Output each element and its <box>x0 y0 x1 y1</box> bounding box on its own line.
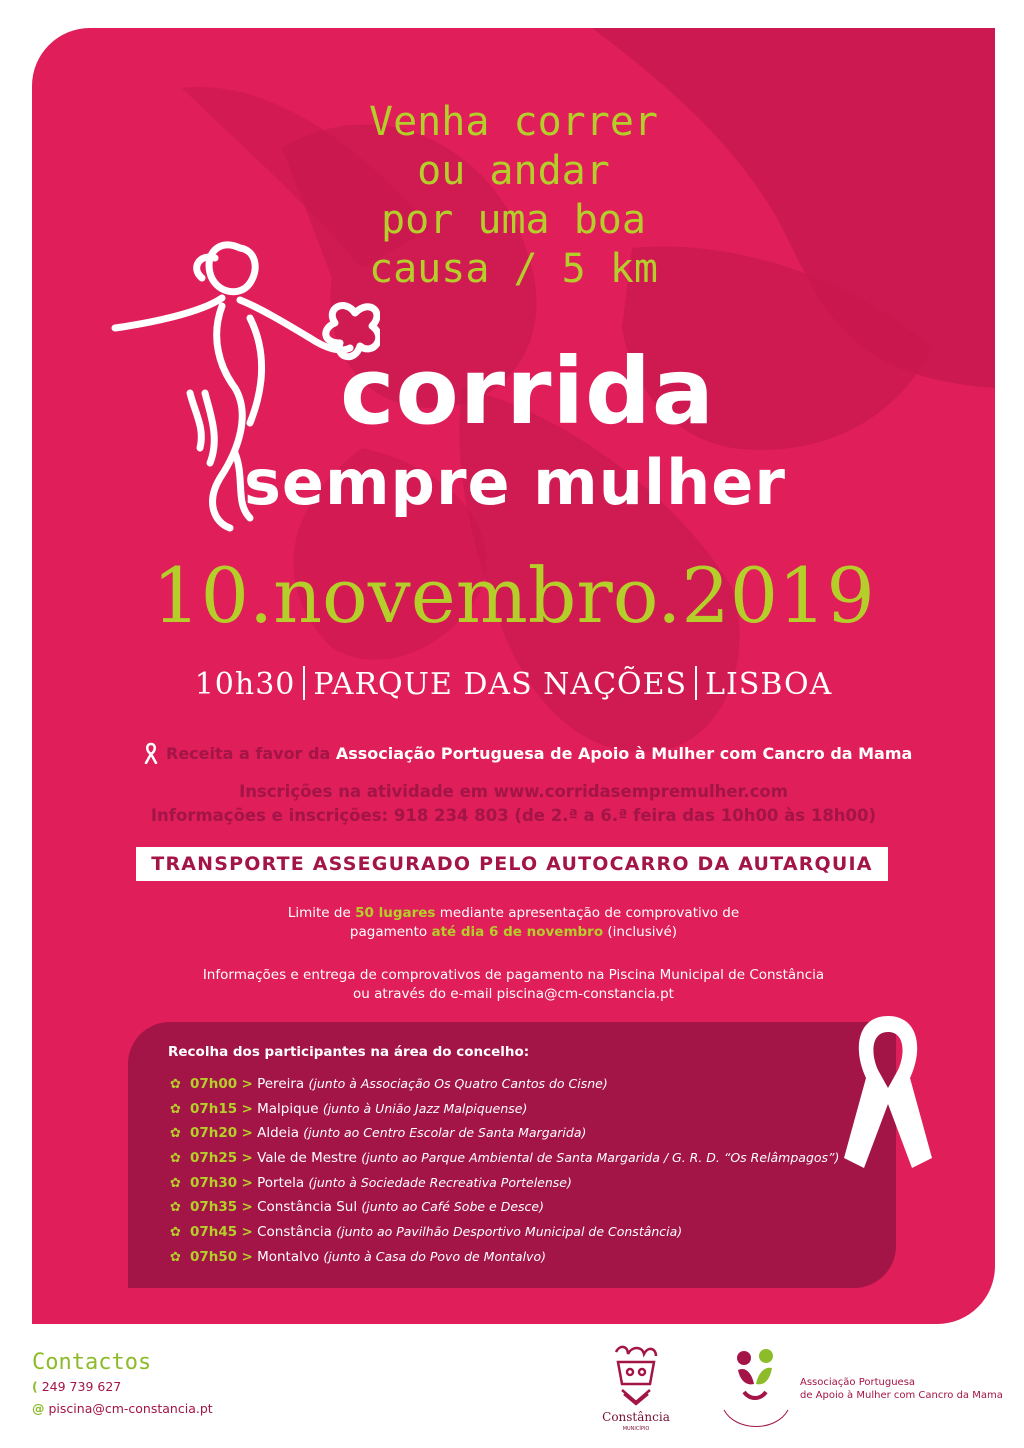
pickup-time: 07h45 <box>190 1224 238 1241</box>
pickup-stop-row <box>170 1245 839 1270</box>
pickup-note: (junto ao Centro Escolar de Santa Margarida) <box>303 1125 587 1141</box>
pickup-stop-row <box>170 1097 839 1122</box>
apam-line: de Apoio à Mulher com Cancro da Mama <box>800 1390 1003 1401</box>
registration-website: Inscrições na atividade em www.corridasempremulher.com <box>239 782 788 801</box>
pickup-time: 07h25 <box>190 1150 238 1167</box>
registration-info <box>32 780 995 828</box>
flower-bullet-icon: ✿ <box>170 1151 181 1167</box>
pickup-stops-list <box>170 1072 839 1270</box>
pickup-note: (junto à União Jazz Malpiquense) <box>322 1100 528 1116</box>
event-city: LISBOA <box>705 667 833 702</box>
pickup-stop-row <box>170 1146 839 1171</box>
pickup-place: Montalvo <box>257 1248 320 1265</box>
arrow-icon: > <box>241 1125 253 1142</box>
flower-bullet-icon: ✿ <box>170 1175 181 1191</box>
limit-text: (inclusivé) <box>607 924 678 940</box>
event-time: 10h30 <box>194 667 296 702</box>
payment-info-line: Informações e entrega de comprovativos de pagamento na Piscina Municipal de Constância <box>202 967 825 983</box>
receita-line <box>144 742 912 764</box>
arrow-icon: > <box>241 1224 253 1241</box>
phone-number: 249 739 627 <box>41 1379 122 1394</box>
pickup-place: Aldeia <box>257 1125 299 1142</box>
deadline-highlight: até dia 6 de novembro <box>431 924 604 940</box>
pickup-place: Malpique <box>257 1100 319 1117</box>
pickup-time: 07h30 <box>190 1174 238 1191</box>
registration-phone: Informações e inscrições: 918 234 803 (de 2.ª a 6.ª feira das 10h00 às 18h00) <box>150 806 877 825</box>
pickup-time: 07h00 <box>190 1076 238 1092</box>
event-time-location <box>32 666 995 700</box>
arrow-icon: > <box>241 1174 253 1191</box>
limit-info <box>32 904 995 942</box>
pickup-place: Portela <box>257 1174 305 1191</box>
arrow-icon: > <box>241 1100 253 1117</box>
event-title-line2: sempre mulher <box>244 446 786 519</box>
contacts-block <box>32 1350 213 1420</box>
event-date: 10.novembro.2019 <box>152 551 875 640</box>
arrow-icon: > <box>241 1199 253 1216</box>
pickup-time: 07h35 <box>190 1199 238 1216</box>
pickup-note: (junto à Sociedade Recreativa Portelense) <box>308 1174 572 1190</box>
arrow-icon: > <box>241 1248 253 1265</box>
tagline-line: causa / 5 km <box>369 246 658 292</box>
pickup-place: Vale de Mestre <box>257 1150 357 1167</box>
event-title-line1: corrida <box>340 338 715 445</box>
apam-logo <box>716 1340 796 1440</box>
flower-bullet-icon: ✿ <box>170 1249 181 1265</box>
pickup-heading: Recolha dos participantes na área do concelho: <box>168 1044 530 1060</box>
apam-line: Associação Portuguesa <box>800 1377 916 1388</box>
pickup-place: Constância <box>257 1224 332 1241</box>
pickup-note: (junto ao Pavilhão Desportivo Municipal de Constância) <box>336 1224 683 1240</box>
pickup-stop-row <box>170 1220 839 1245</box>
pickup-time: 07h20 <box>190 1125 238 1142</box>
pickup-stop-row <box>170 1121 839 1146</box>
tagline-line: por uma boa <box>381 197 646 243</box>
pickup-stop-row <box>170 1072 839 1097</box>
pickup-time: 07h15 <box>190 1100 238 1117</box>
poster <box>32 28 995 1324</box>
pickup-panel <box>128 1022 896 1288</box>
pickup-stop-row <box>170 1195 839 1220</box>
pickup-note: (junto ao Café Sobe e Desce) <box>361 1199 544 1215</box>
contacts-heading: Contactos <box>32 1350 152 1375</box>
phone-icon: ( <box>32 1379 38 1394</box>
email-icon: @ <box>32 1401 45 1416</box>
constancia-logo <box>598 1340 674 1436</box>
flower-bullet-icon: ✿ <box>170 1126 181 1142</box>
arrow-icon: > <box>241 1150 253 1167</box>
limit-text: pagamento <box>349 924 428 940</box>
apam-text <box>800 1376 1003 1402</box>
flower-bullet-icon: ✿ <box>170 1200 181 1216</box>
flower-bullet-icon: ✿ <box>170 1225 181 1241</box>
apam-emblem-icon <box>716 1340 796 1440</box>
divider <box>303 666 305 700</box>
email-address: piscina@cm-constancia.pt <box>48 1401 213 1416</box>
tagline-line: Venha correr <box>369 99 658 145</box>
arrow-icon: > <box>241 1076 253 1092</box>
awareness-ribbon-icon <box>838 1008 938 1188</box>
contact-phone[interactable] <box>32 1376 213 1398</box>
flower-bullet-icon: ✿ <box>170 1077 181 1092</box>
limit-text: Limite de <box>287 905 351 921</box>
pickup-stop-row <box>170 1171 839 1196</box>
pickup-note: (junto à Associação Os Quatro Cantos do Cisne) <box>308 1076 608 1091</box>
constancia-name: Constância <box>602 1410 670 1424</box>
tagline-line: ou andar <box>417 148 610 194</box>
flower-bullet-icon: ✿ <box>170 1101 181 1117</box>
event-venue: PARQUE DAS NAÇÕES <box>313 667 688 702</box>
limit-highlight: 50 lugares <box>355 905 436 921</box>
transport-banner: TRANSPORTE ASSEGURADO PELO AUTOCARRO DA AUTARQUIA <box>136 847 888 881</box>
pickup-place: Constância Sul <box>257 1199 358 1216</box>
contact-email[interactable] <box>32 1398 213 1420</box>
divider <box>695 666 697 700</box>
pickup-note: (junto à Casa do Povo de Montalvo) <box>323 1248 546 1264</box>
ribbon-icon <box>144 742 158 764</box>
constancia-emblem-icon <box>598 1340 674 1410</box>
constancia-subtitle: MUNICÍPIO <box>622 1426 650 1432</box>
receita-prefix: Receita a favor da <box>166 744 331 763</box>
pickup-place: Pereira <box>257 1076 305 1092</box>
pickup-time: 07h50 <box>190 1248 238 1265</box>
payment-info-line: ou através do e-mail piscina@cm-constancia.pt <box>353 986 674 1002</box>
limit-text: mediante apresentação de comprovativo de <box>439 905 740 921</box>
payment-info <box>32 966 995 1004</box>
receita-organization: Associação Portuguesa de Apoio à Mulher com Cancro da Mama <box>335 744 913 763</box>
pickup-note: (junto ao Parque Ambiental de Santa Margarida / G. R. D. “Os Relâmpagos”) <box>361 1150 840 1166</box>
